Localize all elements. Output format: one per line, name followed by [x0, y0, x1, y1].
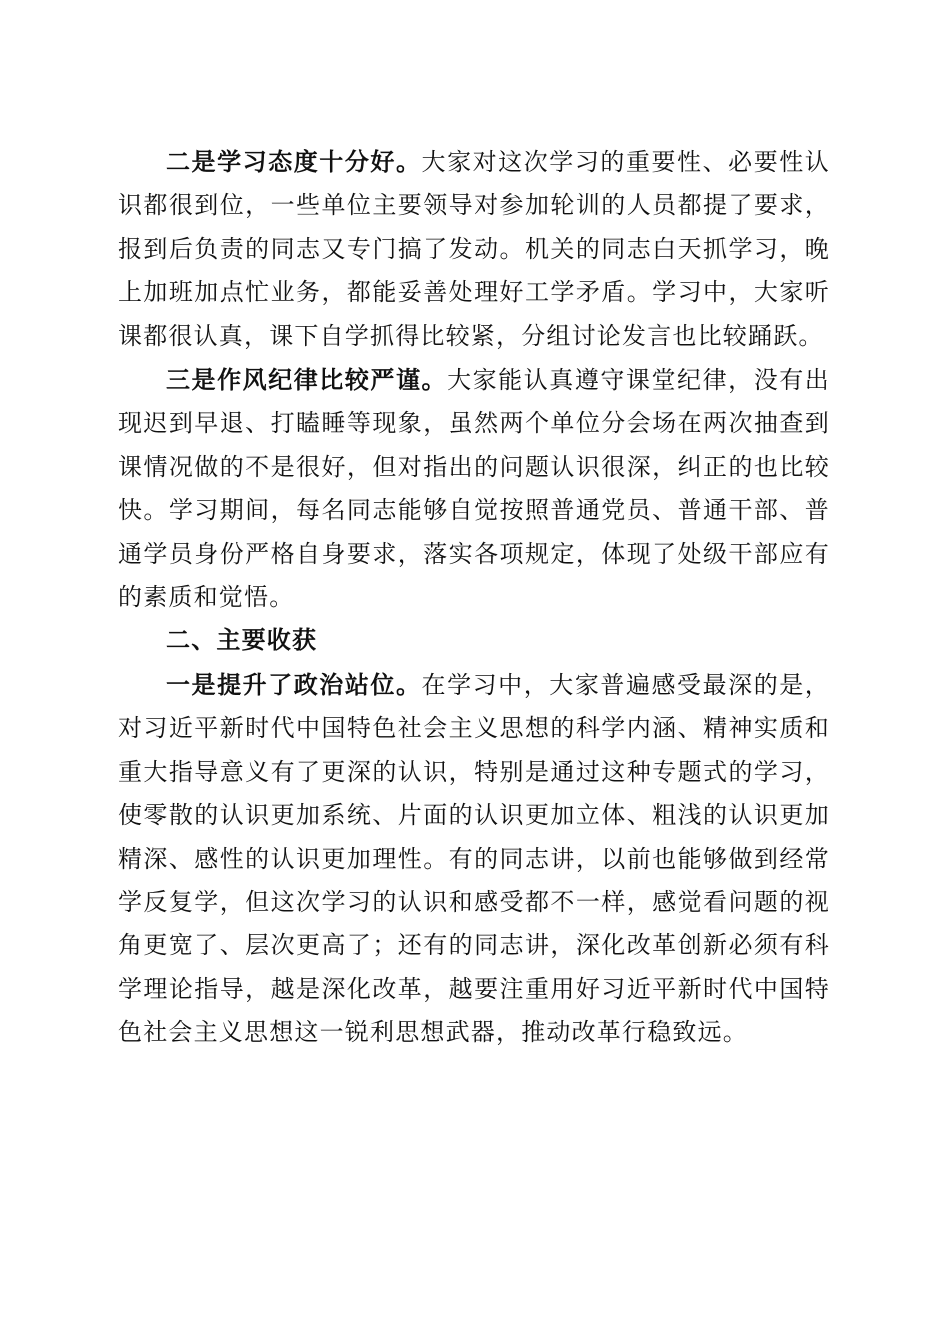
paragraph-lead: 三是作风纪律比较严谨。 — [166, 365, 448, 395]
paragraph-body: 大家对这次学习的重要性、必要性认识都很到位，一些单位主要领导对参加轮训的人员都提了要求，报到后负责的同志又专门搞了发动。机关的同志白天抓学习，晚上加班加点忙业务，都能妥善处理好工学矛盾。学习中，大家听课都很认真，课下自学抓得比较紧，分组讨论发言也比较踊跃。 — [118, 148, 831, 350]
document-page — [118, 140, 830, 1055]
paragraph-study-attitude — [118, 140, 830, 358]
section-heading-main-gains: 二、主要收获 — [166, 626, 318, 655]
paragraph-body: 在学习中，大家普遍感受最深的是，对习近平新时代中国特色社会主义思想的科学内涵、精神实质和重大指导意义有了更深的认识，特别是通过这种专题式的学习，使零散的认识更加系统、片面的认识更加立体、粗浅的认识更加精深、感性的认识更加理性。有的同志讲，以前也能够做到经常学反复学，但这次学习的认识和感受都不一样，感觉看问题的视角更宽了、层次更高了；还有的同志讲，深化改革创新必须有科学理论指导，越是深化改革，越要注重用好习近平新时代中国特色社会主义思想这一锐利思想武器，推动改革行稳致远。 — [118, 670, 831, 1047]
paragraph-lead: 二是学习态度十分好。 — [166, 147, 422, 176]
paragraph-lead: 一是提升了政治站位。 — [166, 669, 422, 699]
paragraph-discipline — [118, 358, 830, 619]
paragraph-political-stance — [118, 663, 830, 1055]
paragraph-body: 大家能认真遵守课堂纪律，没有出现迟到早退、打瞌睡等现象，虽然两个单位分会场在两次抽查到课情况做的不是很好，但对指出的问题认识很深，纠正的也比较快。学习期间，每名同志能够自觉按照普通党员、普通干部、普通学员身份严格自身要求，落实各项规定，体现了处级干部应有的素质和觉悟。 — [118, 366, 831, 612]
